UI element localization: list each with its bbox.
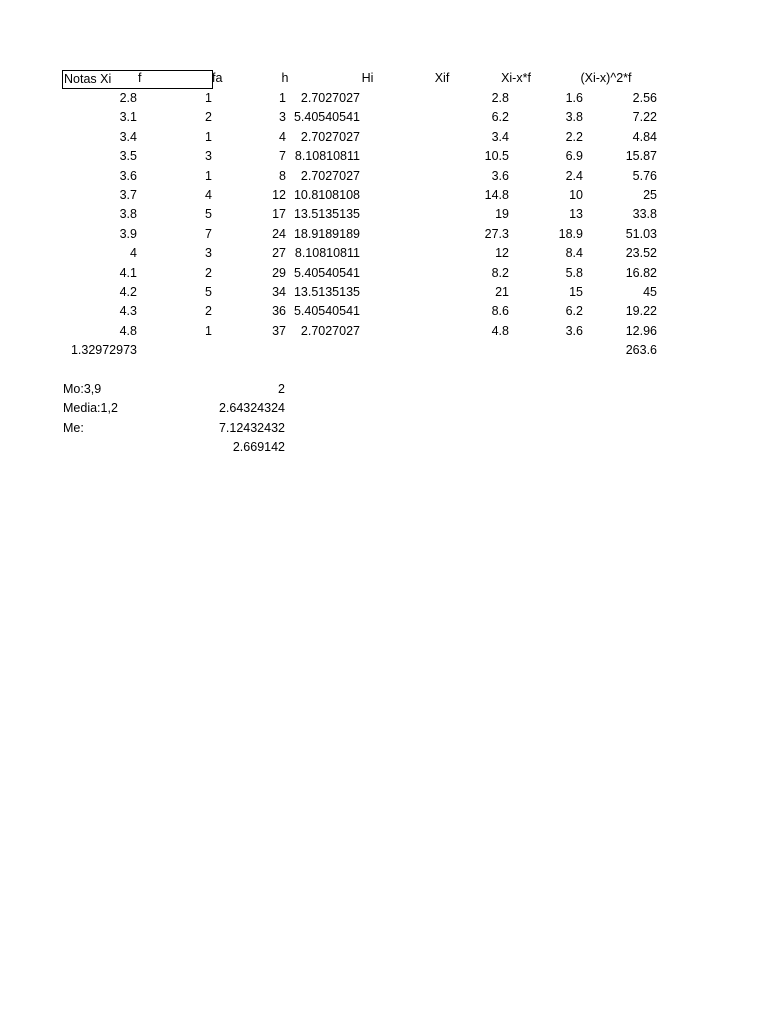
cell-xi-x-sq-f: 2.56 bbox=[632, 91, 657, 105]
cell-xi-x-f: 5.8 bbox=[565, 265, 583, 280]
cell-f: 3 bbox=[205, 246, 212, 261]
cell-fa: 1 bbox=[279, 91, 286, 105]
cell-xi-x-f: 2.2 bbox=[565, 129, 583, 144]
cell-h: 8.10810811 bbox=[294, 246, 360, 261]
stat-value: 2.669142 bbox=[232, 440, 285, 455]
cell-hi bbox=[360, 302, 435, 321]
cell-xi-x-sq-f: 19.22 bbox=[625, 304, 657, 319]
cell-hi bbox=[360, 167, 435, 186]
cell-f: 2 bbox=[205, 265, 212, 280]
cell-xi-x-f: 6.9 bbox=[565, 149, 583, 164]
cell-xi-x-f: 15 bbox=[569, 285, 583, 299]
stat-label: Media:1,2 bbox=[63, 401, 118, 416]
cell-f: 1 bbox=[205, 91, 212, 105]
cell-xif: 4.8 bbox=[491, 323, 509, 338]
header-xi-x-f: Xi-x*f bbox=[501, 71, 531, 85]
cell-hi bbox=[360, 322, 435, 341]
cell-hi bbox=[360, 264, 435, 283]
cell-notas-xi: 3.7 bbox=[119, 188, 137, 202]
cell-f: 4 bbox=[205, 188, 212, 202]
cell-xif: 21 bbox=[495, 285, 509, 299]
cell-xi-x-f: 8.4 bbox=[565, 246, 583, 261]
cell-notas-xi: 3.1 bbox=[119, 110, 137, 125]
cell-h: 5.40540541 bbox=[293, 110, 360, 125]
cell-hi bbox=[360, 147, 435, 166]
header-notas-xi: Notas Xi bbox=[62, 70, 213, 89]
cell-hi bbox=[360, 89, 435, 108]
cell-notas-xi: 4.1 bbox=[119, 265, 137, 280]
cell-f: 5 bbox=[205, 285, 212, 299]
cell-h: 2.7027027 bbox=[300, 91, 360, 105]
cell-f: 1 bbox=[205, 129, 212, 144]
cell-h: 13.5135135 bbox=[293, 285, 360, 299]
cell-h: 10.8108108 bbox=[293, 188, 360, 202]
cell-xi-x-f: 13 bbox=[569, 207, 583, 222]
stat-value: 7.12432432 bbox=[218, 420, 285, 435]
cell-notas-xi: 4.8 bbox=[119, 323, 137, 338]
cell-hi bbox=[360, 186, 435, 205]
cell-notas-xi: 3.4 bbox=[119, 129, 137, 144]
cell-xi-x-sq-f: 15.87 bbox=[625, 149, 657, 164]
cell-xif: 6.2 bbox=[491, 110, 509, 125]
cell-xif: 2.8 bbox=[491, 91, 509, 105]
cell-notas-xi: 3.6 bbox=[119, 168, 137, 183]
cell-hi bbox=[360, 283, 435, 302]
cell-xif: 3.4 bbox=[491, 129, 509, 144]
cell-fa: 36 bbox=[272, 304, 286, 319]
cell-h: 2.7027027 bbox=[300, 323, 360, 338]
cell-xi-x-f: 10 bbox=[569, 188, 583, 202]
cell-xi-x-sq-f: 51.03 bbox=[625, 226, 657, 241]
cell-xi-x-sq-f: 25 bbox=[643, 188, 657, 202]
cell-h: 2.7027027 bbox=[300, 168, 360, 183]
cell-f: 3 bbox=[205, 149, 212, 164]
header-fa: fa bbox=[212, 71, 223, 85]
cell-xi-x-sq-f: 12.96 bbox=[625, 323, 657, 338]
cell-hi bbox=[360, 108, 435, 127]
cell-fa: 29 bbox=[272, 265, 286, 280]
header-hi: Hi bbox=[361, 71, 374, 85]
cell-xi-x-sq-f: 23.52 bbox=[625, 246, 657, 261]
cell-f: 2 bbox=[205, 110, 212, 125]
cell-fa: 37 bbox=[272, 323, 286, 338]
cell-fa: 17 bbox=[272, 207, 286, 222]
footer-left-value: 1.32972973 bbox=[70, 343, 137, 357]
cell-fa: 8 bbox=[279, 168, 286, 183]
cell-xif: 8.2 bbox=[491, 265, 509, 280]
cell-xif: 27.3 bbox=[484, 226, 509, 241]
cell-xi-x-f: 3.6 bbox=[565, 323, 583, 338]
cell-fa: 3 bbox=[279, 110, 286, 125]
cell-fa: 24 bbox=[272, 226, 286, 241]
cell-xi-x-sq-f: 45 bbox=[643, 285, 657, 299]
cell-notas-xi: 3.8 bbox=[119, 207, 137, 222]
cell-hi bbox=[360, 244, 435, 263]
stat-label: Mo:3,9 bbox=[63, 382, 102, 396]
cell-f: 7 bbox=[205, 226, 212, 241]
cell-f: 1 bbox=[205, 168, 212, 183]
cell-hi bbox=[360, 205, 435, 224]
cell-hi bbox=[360, 128, 435, 147]
cell-notas-xi: 4 bbox=[130, 246, 137, 261]
cell-xi-x-f: 18.9 bbox=[558, 226, 583, 241]
cell-fa: 34 bbox=[272, 285, 286, 299]
cell-hi bbox=[360, 225, 435, 244]
cell-notas-xi: 3.5 bbox=[119, 149, 137, 164]
stat-value: 2 bbox=[278, 382, 285, 396]
cell-fa: 27 bbox=[272, 246, 286, 261]
cell-fa: 4 bbox=[279, 129, 286, 144]
cell-xi-x-sq-f: 5.76 bbox=[632, 168, 657, 183]
cell-notas-xi: 4.2 bbox=[119, 285, 137, 299]
cell-xif: 14.8 bbox=[484, 188, 509, 202]
cell-xi-x-sq-f: 4.84 bbox=[632, 129, 657, 144]
cell-h: 8.10810811 bbox=[294, 149, 360, 164]
cell-xi-x-f: 1.6 bbox=[565, 91, 583, 105]
cell-h: 18.9189189 bbox=[293, 226, 360, 241]
cell-f: 5 bbox=[205, 207, 212, 222]
cell-xi-x-sq-f: 33.8 bbox=[632, 207, 657, 222]
cell-xi-x-f: 6.2 bbox=[565, 304, 583, 319]
cell-xi-x-sq-f: 7.22 bbox=[632, 110, 657, 125]
cell-notas-xi: 3.9 bbox=[119, 226, 137, 241]
cell-fa: 12 bbox=[272, 188, 286, 202]
cell-h: 5.40540541 bbox=[293, 304, 360, 319]
cell-xif: 3.6 bbox=[491, 168, 509, 183]
cell-xi-x-sq-f: 16.82 bbox=[625, 265, 657, 280]
stat-value: 2.64324324 bbox=[218, 401, 285, 416]
cell-xi-x-f: 3.8 bbox=[565, 110, 583, 125]
cell-xif: 8.6 bbox=[491, 304, 509, 319]
cell-xif: 12 bbox=[495, 246, 509, 261]
cell-h: 2.7027027 bbox=[300, 129, 360, 144]
stat-label bbox=[63, 438, 163, 457]
cell-notas-xi: 2.8 bbox=[119, 91, 137, 105]
footer-right-value: 263.6 bbox=[625, 343, 657, 357]
cell-h: 13.5135135 bbox=[293, 207, 360, 222]
cell-h: 5.40540541 bbox=[293, 265, 360, 280]
header-xif: Xif bbox=[434, 71, 450, 85]
header-xi-x-sq-f: (Xi-x)^2*f bbox=[580, 71, 632, 85]
header-f: f bbox=[138, 71, 142, 85]
cell-xif: 10.5 bbox=[484, 149, 509, 164]
cell-xif: 19 bbox=[495, 207, 509, 222]
cell-xi-x-f: 2.4 bbox=[565, 168, 583, 183]
header-h: h bbox=[281, 71, 289, 85]
cell-fa: 7 bbox=[279, 149, 286, 164]
cell-f: 2 bbox=[205, 304, 212, 319]
cell-f: 1 bbox=[205, 323, 212, 338]
cell-notas-xi: 4.3 bbox=[119, 304, 137, 319]
stat-label: Me: bbox=[63, 420, 84, 435]
